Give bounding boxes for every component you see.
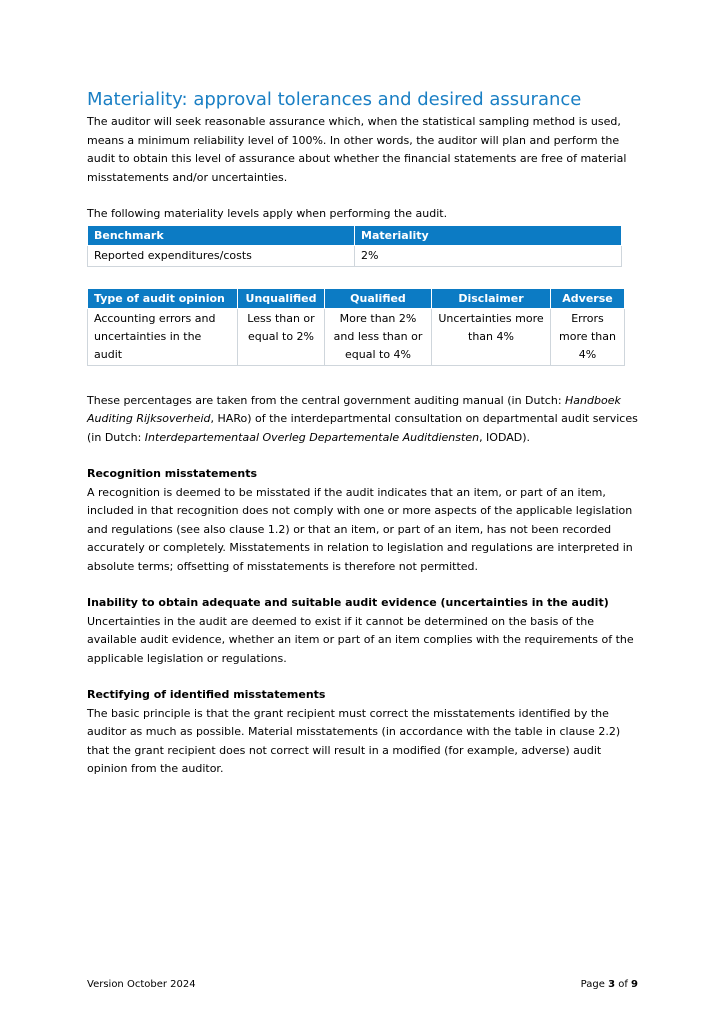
table-row [88, 245, 622, 266]
cell-benchmark: Reported expenditures/costs [88, 245, 355, 266]
materiality-table [87, 225, 622, 267]
footer-page-of: of [615, 979, 632, 990]
cell-disclaimer: Uncertainties more than 4% [432, 308, 551, 365]
intro-paragraph: The auditor will seek reasonable assurance which, when the statistical sampling method is used, means a minimum reliability level of 100%. In other words, the auditor will plan and perform the audit to obtain this level of assurance about whether the financial statements are free of material misstatements and/or uncertainties. [87, 115, 627, 184]
section-body-recognition: A recognition is deemed to be misstated if the audit indicates that an item, or part of an item, included in that recognition does not comply with one or more aspects of the applicable legislation and regulations (see also clause 1.2) or that an item, or part of an item, has not been recorded accurately or completely. Misstatements in relation to legislation and regulations are interpreted in absolute terms; offsetting of misstatements is therefore not permitted. [87, 485, 633, 573]
note-italic-iodad: Interdepartementaal Overleg Departementale Auditdiensten [144, 430, 480, 444]
footer-page-total: 9 [631, 979, 638, 990]
footer-page-number [581, 978, 638, 992]
page-footer [87, 978, 638, 992]
cell-adverse: Errors more than 4% [551, 308, 625, 365]
section-title-uncertainties: Inability to obtain adequate and suitable audit evidence (uncertainties in the audit) [87, 596, 609, 609]
table-row [88, 308, 625, 365]
section-title-recognition: Recognition misstatements [87, 467, 258, 480]
footer-version: Version October 2024 [87, 979, 196, 990]
header-disclaimer: Disclaimer [432, 288, 551, 308]
section-body-rectifying: The basic principle is that the grant recipient must correct the misstatements identified by the auditor as much as possible. Material misstatements (in accordance with the table in clause 2.2) that the grant recipient does not correct will result in a modified (for example, adverse) audit opinion from the auditor. [87, 706, 621, 775]
header-qualified: Qualified [325, 288, 432, 308]
audit-opinion-table [87, 288, 625, 366]
section-title-rectifying: Rectifying of identified misstatements [87, 688, 326, 701]
cell-unqualified: Less than or equal to 2% [238, 308, 325, 365]
materiality-lead: The following materiality levels apply when performing the audit. [87, 207, 448, 220]
page-content [87, 88, 639, 779]
note-text: , HARo) of the interdepartmental consultation on departmental audit services (in Dutch: [87, 412, 638, 444]
section-heading: Materiality: approval tolerances and desired assurance [87, 89, 582, 110]
section-body-uncertainties: Uncertainties in the audit are deemed to exist if it cannot be determined on the basis of the available audit evidence, whether an item or part of an item complies with the requirements of the applicable legislation or regulations. [87, 614, 634, 665]
footer-page-current: 3 [608, 979, 616, 990]
header-materiality: Materiality [355, 225, 622, 245]
cell-opinion-type: Accounting errors and uncertainties in the audit [88, 308, 238, 365]
header-adverse: Adverse [551, 288, 625, 308]
table-header-row [88, 288, 625, 308]
cell-materiality: 2% [355, 245, 622, 266]
header-unqualified: Unqualified [238, 288, 325, 308]
cell-qualified: More than 2% and less than or equal to 4% [325, 308, 432, 365]
note-text: , IODAD). [479, 430, 531, 444]
footer-page-prefix: Page [580, 979, 609, 990]
header-opinion-type: Type of audit opinion [88, 288, 238, 308]
note-text: These percentages are taken from the central government auditing manual (in Dutch: [87, 393, 566, 407]
note-italic-haro: Handboek Auditing Rijksoverheid [87, 393, 621, 425]
table-header-row [88, 225, 622, 245]
source-note [87, 392, 639, 448]
header-benchmark: Benchmark [88, 225, 355, 245]
